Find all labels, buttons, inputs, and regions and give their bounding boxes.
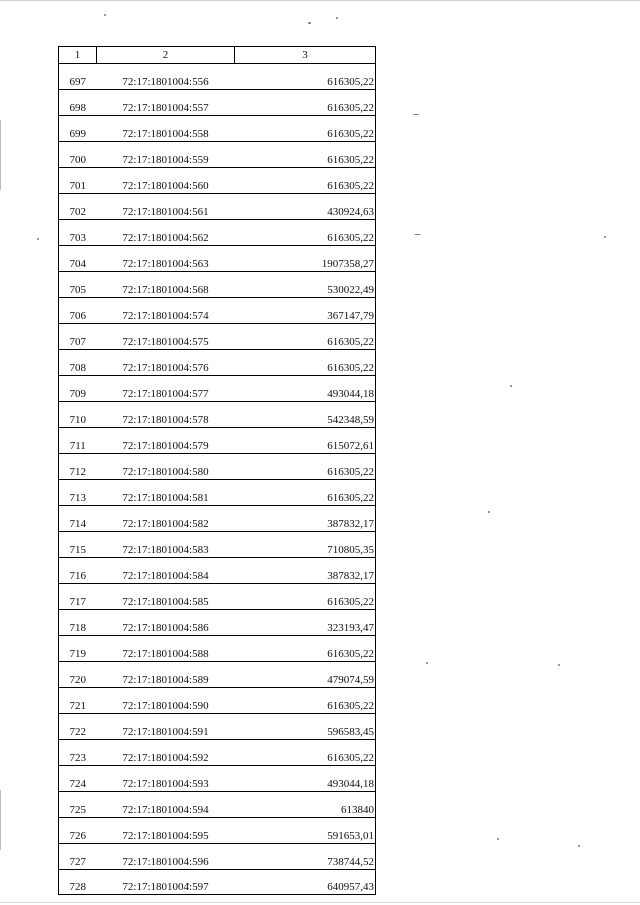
cadastral-number-cell: 72:17:1801004:594	[97, 792, 235, 818]
table-row	[59, 350, 376, 376]
table-row	[59, 402, 376, 428]
table-row	[59, 714, 376, 740]
cadastral-number-cell: 72:17:1801004:562	[97, 220, 235, 246]
table-row	[59, 116, 376, 142]
value-cell: 616305,22	[235, 324, 376, 350]
cadastral-value-table	[58, 46, 376, 895]
page-edge-left	[0, 120, 1, 190]
table-row	[59, 142, 376, 168]
table-row	[59, 220, 376, 246]
value-cell: 542348,59	[235, 402, 376, 428]
table-header-row	[59, 47, 376, 64]
row-number-cell: 704	[59, 246, 97, 272]
row-number-cell: 726	[59, 818, 97, 844]
scan-speck	[336, 17, 338, 19]
column-header: 1	[59, 47, 97, 64]
value-cell: 323193,47	[235, 610, 376, 636]
row-number-cell: 709	[59, 376, 97, 402]
table-row	[59, 506, 376, 532]
value-cell: 616305,22	[235, 64, 376, 90]
value-cell: 493044,18	[235, 376, 376, 402]
row-number-cell: 728	[59, 870, 97, 895]
table-row	[59, 740, 376, 766]
value-cell: 616305,22	[235, 116, 376, 142]
value-cell: 616305,22	[235, 636, 376, 662]
cadastral-number-cell: 72:17:1801004:563	[97, 246, 235, 272]
cadastral-number-cell: 72:17:1801004:576	[97, 350, 235, 376]
table-row	[59, 870, 376, 895]
column-header: 3	[235, 47, 376, 64]
value-cell: 387832,17	[235, 506, 376, 532]
scan-speck	[414, 234, 421, 235]
value-cell: 616305,22	[235, 142, 376, 168]
scan-speck	[604, 236, 606, 238]
table-row	[59, 64, 376, 90]
page-edge-top	[0, 0, 640, 1]
row-number-cell: 700	[59, 142, 97, 168]
row-number-cell: 699	[59, 116, 97, 142]
value-cell: 616305,22	[235, 584, 376, 610]
value-cell: 616305,22	[235, 90, 376, 116]
cadastral-number-cell: 72:17:1801004:585	[97, 584, 235, 610]
table-body	[59, 64, 376, 895]
cadastral-number-cell: 72:17:1801004:577	[97, 376, 235, 402]
table-row	[59, 818, 376, 844]
value-cell: 616305,22	[235, 168, 376, 194]
table-row	[59, 636, 376, 662]
scan-speck	[37, 238, 39, 240]
table-row	[59, 662, 376, 688]
cadastral-number-cell: 72:17:1801004:596	[97, 844, 235, 870]
cadastral-number-cell: 72:17:1801004:592	[97, 740, 235, 766]
table-row	[59, 584, 376, 610]
row-number-cell: 717	[59, 584, 97, 610]
table-row	[59, 766, 376, 792]
cadastral-number-cell: 72:17:1801004:581	[97, 480, 235, 506]
row-number-cell: 724	[59, 766, 97, 792]
row-number-cell: 715	[59, 532, 97, 558]
table-row	[59, 298, 376, 324]
row-number-cell: 697	[59, 64, 97, 90]
row-number-cell: 703	[59, 220, 97, 246]
table-row	[59, 610, 376, 636]
value-cell: 613840	[235, 792, 376, 818]
cadastral-number-cell: 72:17:1801004:589	[97, 662, 235, 688]
cadastral-number-cell: 72:17:1801004:574	[97, 298, 235, 324]
row-number-cell: 701	[59, 168, 97, 194]
cadastral-number-cell: 72:17:1801004:590	[97, 688, 235, 714]
scan-speck	[497, 838, 499, 840]
cadastral-number-cell: 72:17:1801004:579	[97, 428, 235, 454]
cadastral-number-cell: 72:17:1801004:597	[97, 870, 235, 895]
row-number-cell: 716	[59, 558, 97, 584]
value-cell: 616305,22	[235, 220, 376, 246]
value-cell: 596583,45	[235, 714, 376, 740]
row-number-cell: 727	[59, 844, 97, 870]
row-number-cell: 714	[59, 506, 97, 532]
value-cell: 616305,22	[235, 454, 376, 480]
cadastral-number-cell: 72:17:1801004:588	[97, 636, 235, 662]
row-number-cell: 718	[59, 610, 97, 636]
scan-speck	[426, 662, 428, 664]
cadastral-number-cell: 72:17:1801004:560	[97, 168, 235, 194]
row-number-cell: 708	[59, 350, 97, 376]
table-row	[59, 428, 376, 454]
row-number-cell: 707	[59, 324, 97, 350]
scan-speck	[104, 14, 106, 16]
table-row	[59, 194, 376, 220]
table-row	[59, 454, 376, 480]
value-cell: 1907358,27	[235, 246, 376, 272]
value-cell: 738744,52	[235, 844, 376, 870]
cadastral-number-cell: 72:17:1801004:582	[97, 506, 235, 532]
row-number-cell: 719	[59, 636, 97, 662]
cadastral-number-cell: 72:17:1801004:556	[97, 64, 235, 90]
cadastral-number-cell: 72:17:1801004:586	[97, 610, 235, 636]
value-cell: 430924,63	[235, 194, 376, 220]
value-cell: 616305,22	[235, 740, 376, 766]
cadastral-number-cell: 72:17:1801004:591	[97, 714, 235, 740]
value-cell: 616305,22	[235, 688, 376, 714]
row-number-cell: 698	[59, 90, 97, 116]
row-number-cell: 702	[59, 194, 97, 220]
cadastral-number-cell: 72:17:1801004:558	[97, 116, 235, 142]
table-row	[59, 480, 376, 506]
table-row	[59, 168, 376, 194]
cadastral-number-cell: 72:17:1801004:559	[97, 142, 235, 168]
page-edge-bottom	[0, 902, 640, 903]
row-number-cell: 720	[59, 662, 97, 688]
row-number-cell: 722	[59, 714, 97, 740]
row-number-cell: 711	[59, 428, 97, 454]
page-edge-left-lower	[0, 790, 1, 850]
cadastral-number-cell: 72:17:1801004:561	[97, 194, 235, 220]
row-number-cell: 706	[59, 298, 97, 324]
value-cell: 493044,18	[235, 766, 376, 792]
cadastral-number-cell: 72:17:1801004:568	[97, 272, 235, 298]
table-row	[59, 246, 376, 272]
column-header: 2	[97, 47, 235, 64]
row-number-cell: 713	[59, 480, 97, 506]
row-number-cell: 723	[59, 740, 97, 766]
scan-speck	[578, 845, 580, 847]
cadastral-number-cell: 72:17:1801004:557	[97, 90, 235, 116]
value-cell: 710805,35	[235, 532, 376, 558]
value-cell: 530022,49	[235, 272, 376, 298]
table-row	[59, 688, 376, 714]
value-cell: 387832,17	[235, 558, 376, 584]
table-row	[59, 844, 376, 870]
value-cell: 615072,61	[235, 428, 376, 454]
cadastral-number-cell: 72:17:1801004:583	[97, 532, 235, 558]
table-row	[59, 792, 376, 818]
cadastral-number-cell: 72:17:1801004:595	[97, 818, 235, 844]
row-number-cell: 712	[59, 454, 97, 480]
cadastral-number-cell: 72:17:1801004:580	[97, 454, 235, 480]
row-number-cell: 725	[59, 792, 97, 818]
table-row	[59, 272, 376, 298]
table-row	[59, 324, 376, 350]
value-cell: 640957,43	[235, 870, 376, 895]
table-row	[59, 376, 376, 402]
scan-speck	[488, 511, 490, 513]
table-row	[59, 90, 376, 116]
scan-speck	[308, 22, 311, 24]
value-cell: 479074,59	[235, 662, 376, 688]
table-row	[59, 532, 376, 558]
table-row	[59, 558, 376, 584]
cadastral-number-cell: 72:17:1801004:593	[97, 766, 235, 792]
row-number-cell: 710	[59, 402, 97, 428]
scan-speck	[510, 385, 512, 387]
row-number-cell: 705	[59, 272, 97, 298]
value-cell: 616305,22	[235, 480, 376, 506]
value-cell: 616305,22	[235, 350, 376, 376]
scan-speck	[413, 114, 419, 115]
cadastral-number-cell: 72:17:1801004:578	[97, 402, 235, 428]
cadastral-number-cell: 72:17:1801004:584	[97, 558, 235, 584]
value-cell: 591653,01	[235, 818, 376, 844]
scan-speck	[558, 664, 560, 666]
cadastral-number-cell: 72:17:1801004:575	[97, 324, 235, 350]
row-number-cell: 721	[59, 688, 97, 714]
value-cell: 367147,79	[235, 298, 376, 324]
